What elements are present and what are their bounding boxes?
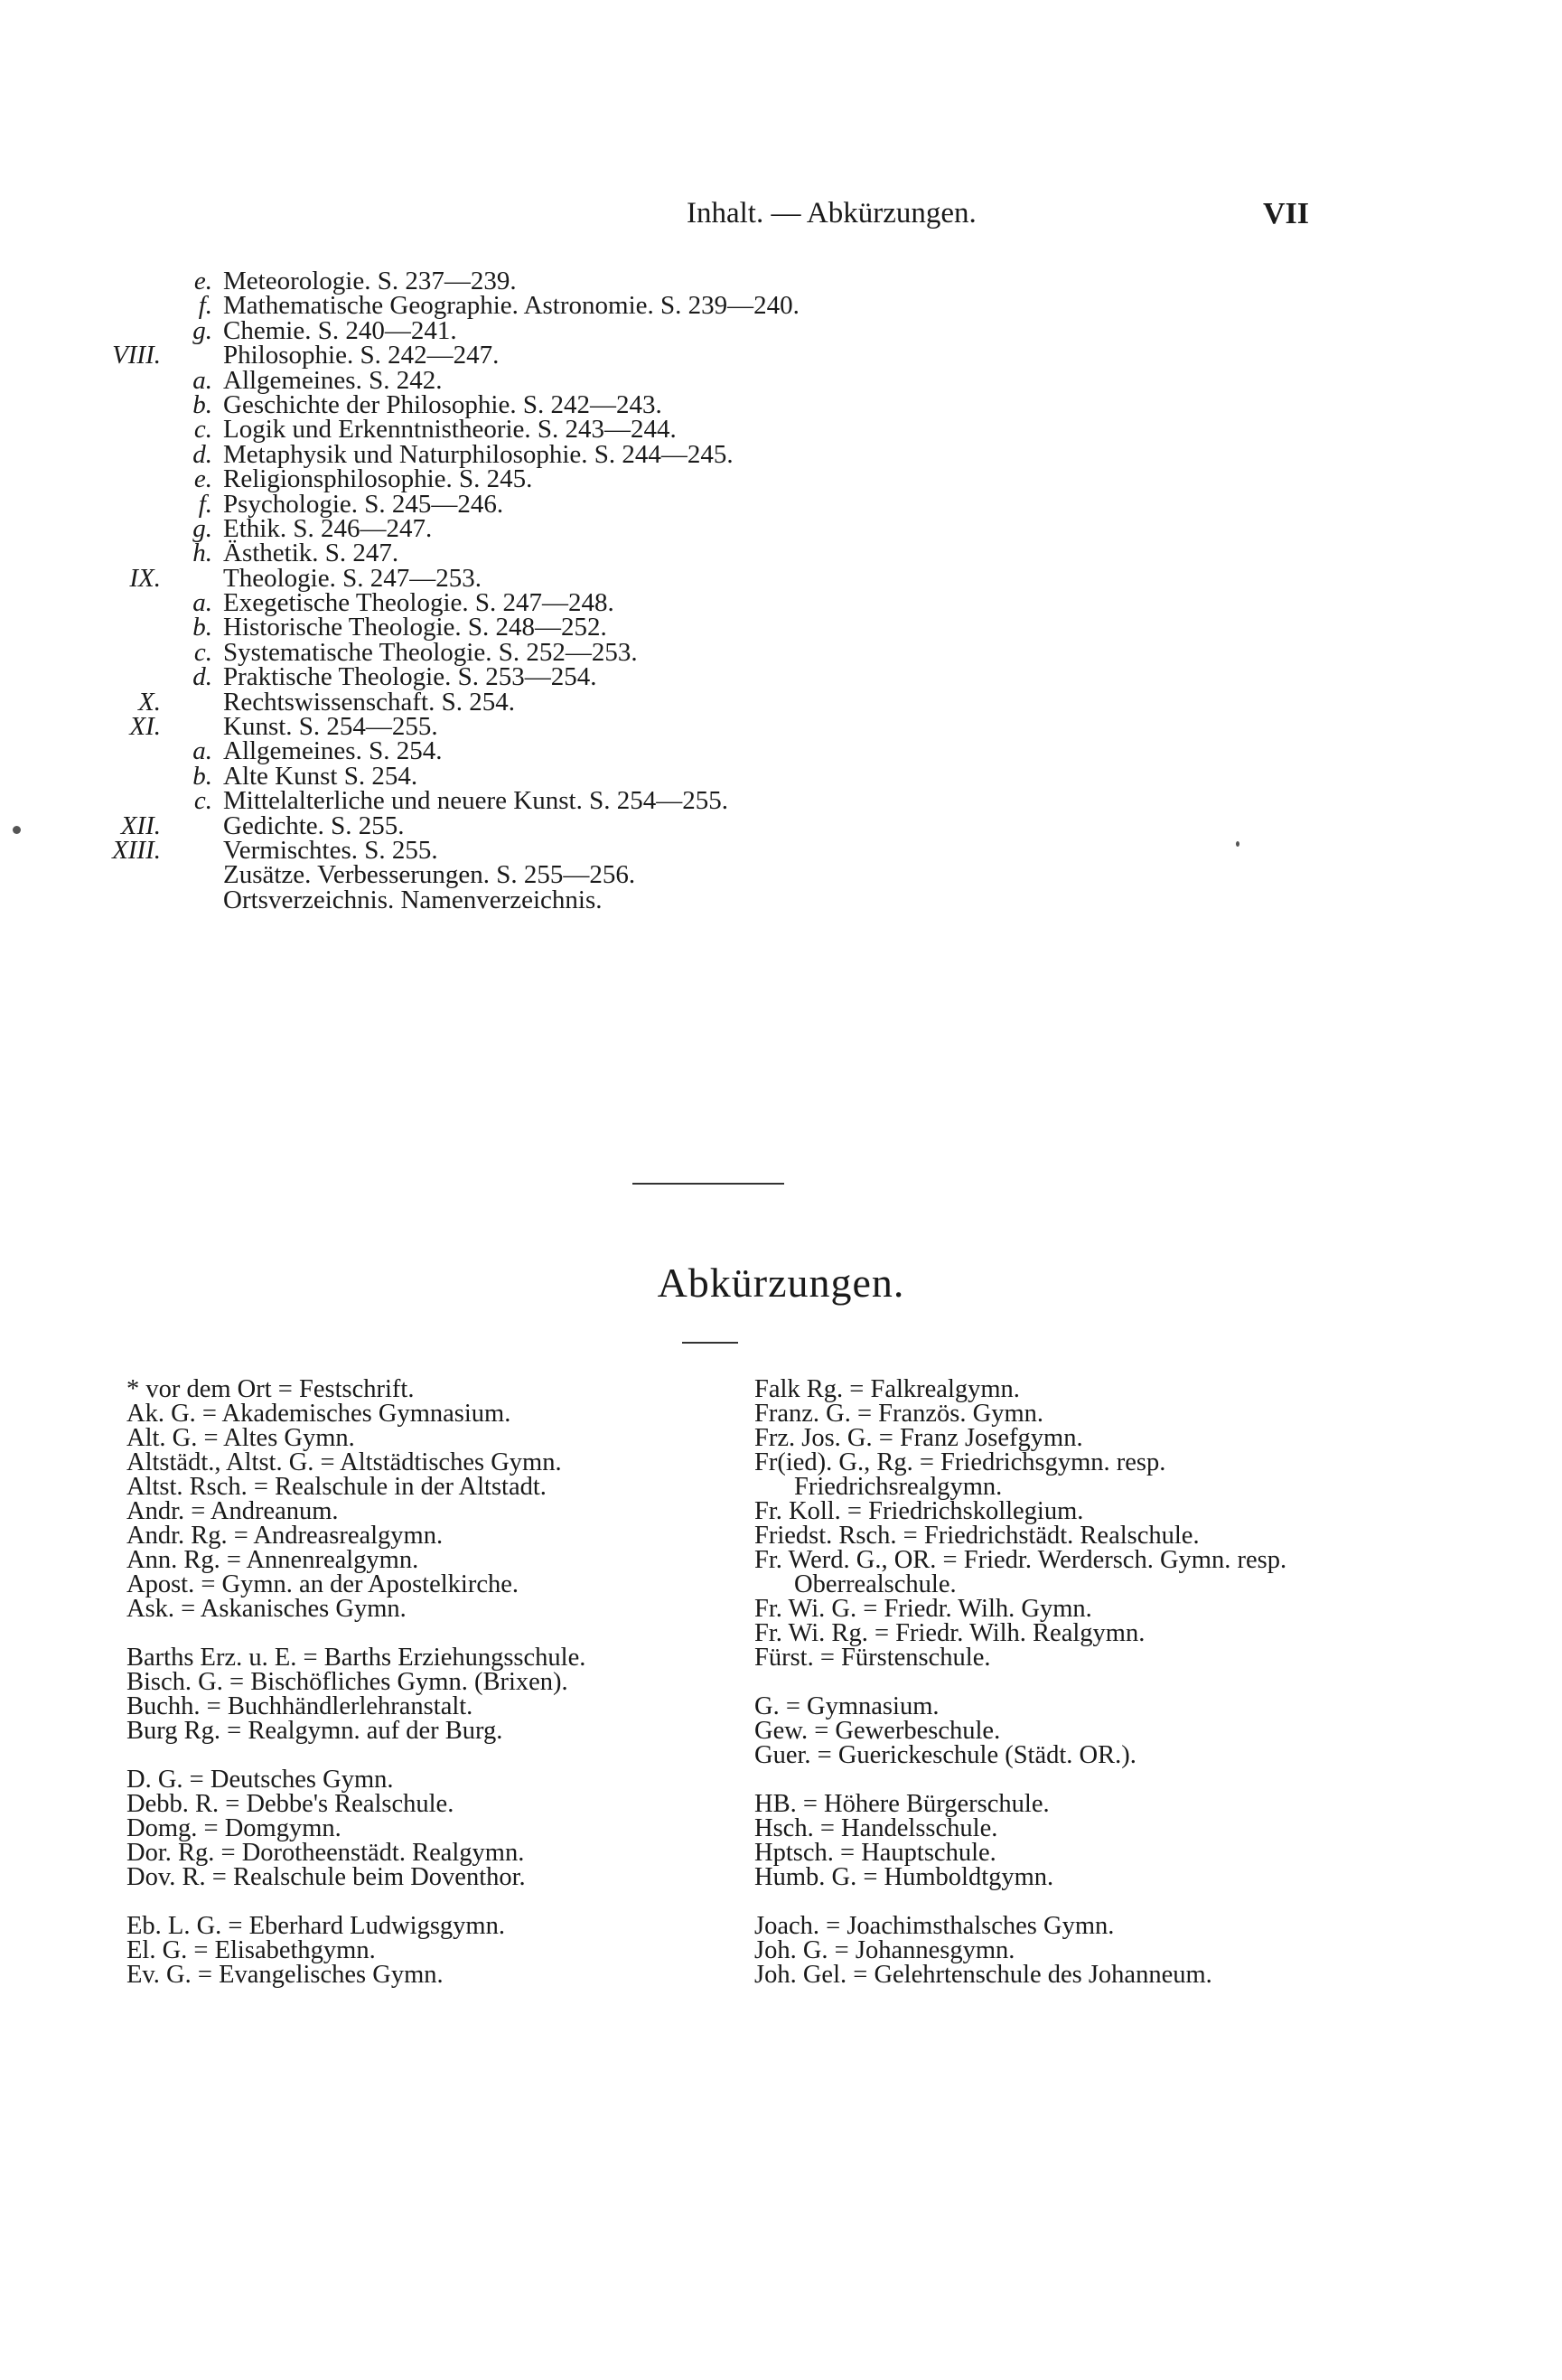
toc-entry-label: XIII. [112,835,161,865]
abbreviation-entry: Guer. = Guerickeschule (Städt. OR.). [754,1741,1136,1769]
abbreviation-group [754,1914,1351,1987]
toc-entry-text: Ethik. S. 246—247. [223,513,433,543]
toc-entry-label: IX. [129,563,161,593]
abbreviation-entry: Dor. Rg. = Dorotheenstädt. Realgymn. [126,1839,525,1867]
toc-entry [0,761,1562,791]
abbreviation-entry: El. G. = Elisabethgymn. [126,1936,376,1964]
abbreviation-entry: Buchh. = Buchhändlerlehranstalt. [126,1692,473,1720]
toc-entry-text: Philosophie. S. 242—247. [223,341,500,370]
abbreviation-entry: D. G. = Deutsches Gymn. [126,1766,394,1794]
abbreviation-entry: Joh. Gel. = Gelehrtenschule des Johanneum. [754,1961,1212,1989]
section-title: Abkürzungen. [657,1260,905,1306]
toc-entry-text: Geschichte der Philosophie. S. 242—243. [223,389,662,419]
toc-entry [0,588,1562,618]
toc-entry-text: Praktische Theologie. S. 253—254. [223,662,597,692]
toc-entry [0,315,1562,345]
abbreviation-group [126,1377,723,1621]
toc-entry-label: VIII. [112,341,161,370]
toc-entry-text: Kunst. S. 254—255. [223,712,438,742]
toc-entry [0,712,1562,742]
abbreviation-entry: Fürst. = Fürstenschule. [754,1644,991,1672]
abbreviation-entry: Ak. G. = Akademisches Gymnasium. [126,1400,511,1428]
toc-entry [0,415,1562,445]
toc-entry-label: g. [192,513,212,543]
abbreviation-group [126,1645,723,1743]
toc-entry [0,464,1562,494]
toc-entry [0,343,1562,368]
toc-entry [0,786,1562,816]
abbreviation-entry: Frz. Jos. G. = Franz Josefgymn. [754,1424,1083,1452]
abbreviation-entry: Andr. Rg. = Andreasrealgymn. [126,1522,444,1550]
abbreviation-entry: Apost. = Gymn. an der Apostelkirche. [126,1570,519,1598]
toc-entry [0,291,1562,321]
abbreviation-entry: Fr(ied). G., Rg. = Friedrichsgymn. resp. Friedrichsrealgymn. [754,1448,1166,1501]
toc-entry [0,637,1562,667]
abbreviation-entry: G. = Gymnasium. [754,1692,940,1720]
toc-entry [0,615,1562,640]
abbreviation-entry: Fr. Koll. = Friedrichskollegium. [754,1497,1084,1525]
toc-entry [0,389,1562,419]
toc-entry-label: c. [193,415,212,445]
toc-entry-label: f. [198,291,212,321]
toc-entry-text: Logik und Erkenntnistheorie. S. 243—244. [223,415,677,445]
toc-entry-text: Vermischtes. S. 255. [223,835,438,865]
abbreviation-group [754,1377,1351,1670]
abbreviation-group [754,1694,1351,1767]
abbreviation-entry: Andr. = Andreanum. [126,1497,339,1525]
toc-entry-text: Ortsverzeichnis. Namenverzeichnis. [223,885,603,914]
toc-entry-label: XII. [120,811,161,840]
abbreviation-entry: Ev. G. = Evangelisches Gymn. [126,1961,444,1989]
toc-entry-label: d. [192,439,212,469]
toc-entry-text: Psychologie. S. 245—246. [223,489,504,519]
abbreviation-group [126,1767,723,1889]
toc-entry [0,563,1562,593]
toc-entry [0,687,1562,717]
toc-entry-text: Meteorologie. S. 237—239. [223,267,517,295]
title-underline [682,1342,738,1344]
toc-entry-label: a. [192,736,212,766]
abbreviation-entry: Gew. = Gewerbeschule. [754,1717,1001,1745]
toc-entry [0,835,1562,865]
toc-entry-label: b. [192,389,212,419]
toc-entry-text: Mittelalterliche und neuere Kunst. S. 254—255. [223,786,728,816]
running-head: Inhalt. — Abkürzungen. [687,197,977,230]
toc-entry-text: Rechtswissenschaft. S. 254. [223,687,515,717]
abbreviations-right-column [754,1377,1351,2011]
abbreviation-entry: Ann. Rg. = Annenrealgymn. [126,1546,419,1574]
toc-entry-label: g. [192,315,212,345]
toc-entry-label: d. [192,662,212,692]
abbreviation-entry: Humb. G. = Humboldtgymn. [754,1863,1054,1891]
abbreviation-entry: Hsch. = Handelsschule. [754,1814,998,1842]
abbreviation-entry: Debb. R. = Debbe's Realschule. [126,1790,454,1818]
abbreviation-entry: Dov. R. = Realschule beim Doventhor. [126,1863,526,1891]
margin-dot [13,826,21,834]
abbreviation-entry: * vor dem Ort = Festschrift. [126,1375,415,1403]
toc-entry-text: Theologie. S. 247—253. [223,563,482,593]
toc-entry [0,513,1562,543]
toc-entry-label: X. [138,687,161,717]
abbreviation-entry: HB. = Höhere Bürgerschule. [754,1790,1050,1818]
toc-entry-text: Chemie. S. 240—241. [223,315,457,345]
abbreviation-entry: Falk Rg. = Falkrealgymn. [754,1375,1020,1403]
toc-entry [0,269,1562,294]
abbreviation-entry: Burg Rg. = Realgymn. auf der Burg. [126,1717,503,1745]
table-of-contents [0,269,1562,913]
toc-entry [0,489,1562,519]
toc-entry [0,885,1562,914]
toc-entry-text: Mathematische Geographie. Astronomie. S. 239—240. [223,291,800,321]
abbreviation-entry: Franz. G. = Französ. Gymn. [754,1400,1044,1428]
abbreviation-group [126,1914,723,1987]
toc-entry-text: Ästhetik. S. 247. [223,539,399,568]
toc-entry [0,365,1562,395]
abbreviation-entry: Bisch. G. = Bischöfliches Gymn. (Brixen). [126,1668,568,1696]
abbreviation-entry: Altstädt., Altst. G. = Altstädtisches Gymn. [126,1448,562,1476]
toc-entry [0,811,1562,840]
margin-dot [1236,841,1239,847]
abbreviations-left-column [126,1377,723,2011]
abbreviation-entry: Eb. L. G. = Eberhard Ludwigsgymn. [126,1912,505,1940]
toc-entry-text: Exegetische Theologie. S. 247—248. [223,588,614,618]
toc-entry [0,662,1562,692]
toc-entry-label: a. [192,365,212,395]
toc-entry-text: Zusätze. Verbesserungen. S. 255—256. [223,860,636,890]
toc-entry-text: Systematische Theologie. S. 252—253. [223,637,638,667]
divider-rule [632,1183,784,1185]
toc-entry [0,736,1562,766]
toc-entry-text: Religionsphilosophie. S. 245. [223,464,533,494]
toc-entry-label: c. [193,786,212,816]
abbreviation-entry: Barths Erz. u. E. = Barths Erziehungsschule. [126,1644,586,1672]
toc-entry-label: b. [192,761,212,791]
toc-entry-label: f. [198,489,212,519]
abbreviation-entry: Domg. = Domgymn. [126,1814,341,1842]
toc-entry-label: XI. [129,712,161,742]
abbreviation-entry: Ask. = Askanisches Gymn. [126,1595,407,1623]
abbreviation-entry: Alt. G. = Altes Gymn. [126,1424,355,1452]
toc-entry-text: Alte Kunst S. 254. [223,761,418,791]
abbreviation-entry: Fr. Wi. Rg. = Friedr. Wilh. Realgymn. [754,1619,1146,1647]
toc-entry-label: c. [193,637,212,667]
toc-entry-label: a. [192,588,212,618]
toc-entry-label: h. [192,539,212,568]
toc-entry [0,860,1562,890]
abbreviation-entry: Joach. = Joachimsthalsches Gymn. [754,1912,1115,1940]
toc-entry [0,439,1562,469]
abbreviation-entry: Fr. Werd. G., OR. = Friedr. Werdersch. Gymn. resp. Oberrealschule. [754,1546,1287,1598]
abbreviation-entry: Hptsch. = Hauptschule. [754,1839,996,1867]
page-number: VII [1263,197,1310,230]
toc-entry [0,541,1562,566]
abbreviation-entry: Fr. Wi. G. = Friedr. Wilh. Gymn. [754,1595,1092,1623]
toc-entry-label: e. [193,267,212,295]
abbreviation-group [754,1792,1351,1889]
abbreviation-entry: Joh. G. = Johannesgymn. [754,1936,1015,1964]
toc-entry-label: e. [193,464,212,494]
abbreviation-entry: Altst. Rsch. = Realschule in der Altstadt. [126,1473,547,1501]
toc-entry-text: Allgemeines. S. 242. [223,365,443,395]
toc-entry-text: Historische Theologie. S. 248—252. [223,613,607,642]
toc-entry-text: Gedichte. S. 255. [223,811,405,840]
abbreviation-entry: Friedst. Rsch. = Friedrichstädt. Realschule. [754,1522,1200,1550]
toc-entry-label: b. [192,613,212,642]
toc-entry-text: Allgemeines. S. 254. [223,736,443,766]
toc-entry-text: Metaphysik und Naturphilosophie. S. 244—245. [223,439,734,469]
